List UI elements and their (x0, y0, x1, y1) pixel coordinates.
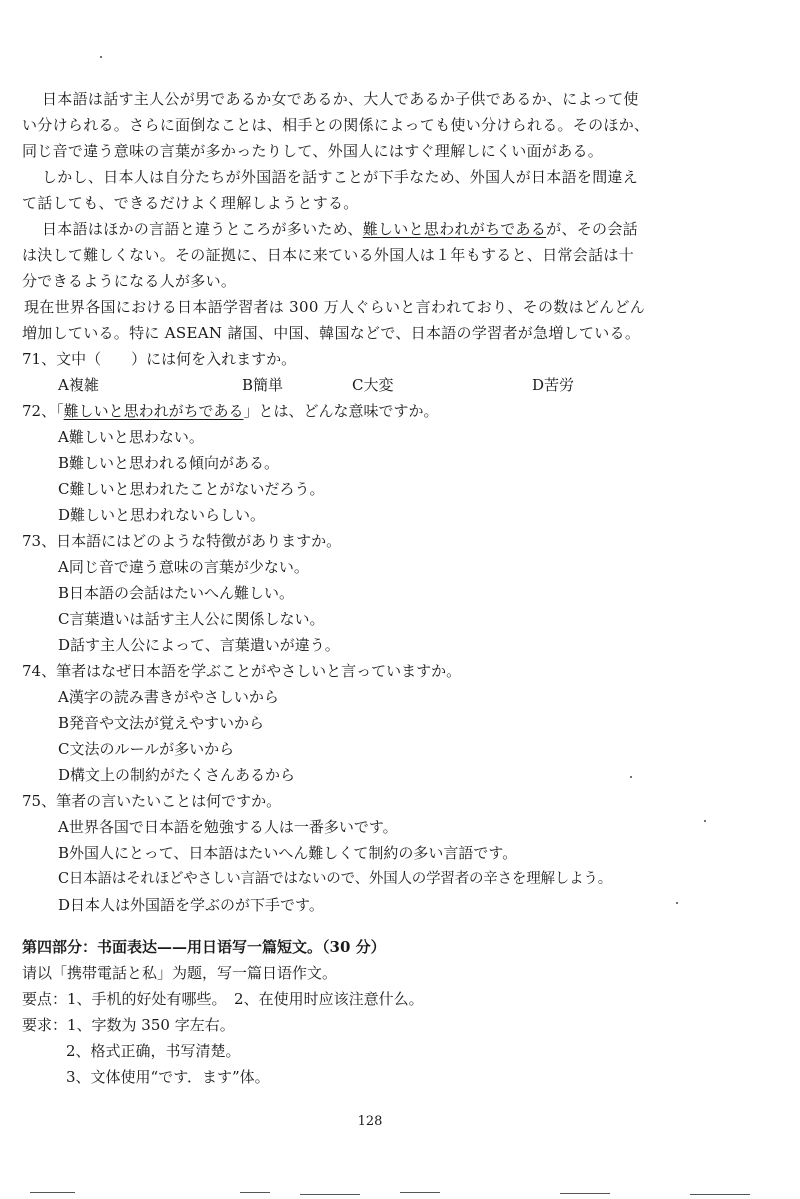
quote-open: 「 (56, 402, 64, 420)
passage-line: しかし、日本人は自分たちが外国語を話すことが下手なため、外国人が日本語を間違え (42, 168, 639, 186)
question-72-option-a: A難しいと思わない。 (58, 428, 204, 446)
passage-line: 現在世界各国における日本語学習者は 300 万人ぐらいと言われており、その数はどんどん (24, 298, 646, 316)
question-75-option-b: B外国人にとって、日本語はたいへん難しくて制約の多い言語です。 (58, 844, 518, 862)
scan-artifact (690, 1194, 750, 1195)
scan-artifact (30, 1192, 75, 1193)
question-75-option-d: D日本人は外国語を学ぶのが下手です。 (58, 896, 324, 914)
question-75-option-a: A世界各国で日本語を勉強する人は一番多いです。 (58, 818, 398, 836)
question-72-option-d: D難しいと思われないらしい。 (58, 506, 266, 524)
part4-prompt: 请以「携帯電話と私」为题，写一篇日语作文。 (22, 964, 338, 982)
passage-line: い分けられる。さらに面倒なことは、相手との関係によっても使い分けられる。そのほか、 (22, 116, 650, 134)
question-71-option-c: C大変 (352, 376, 394, 394)
scan-artifact (400, 1192, 440, 1193)
question-71-option-d: D苦労 (532, 376, 575, 394)
part4-requirement-1: 要求：1、字数为 350 字左右。 (22, 1016, 235, 1034)
question-73-option-d: D話す主人公によって、言葉遣いが違う。 (58, 636, 340, 654)
passage-paragraph-1 (22, 86, 782, 164)
passage-line: 同じ音で違う意味の言葉が多かったりして、外国人にはすぐ理解しにくい面がある。 (22, 142, 604, 160)
scan-speck (100, 56, 102, 58)
part4-title: 第四部分：书面表达——用日语写一篇短文。（30 分） (22, 938, 386, 956)
question-71-option-a: A複雑 (58, 376, 99, 394)
passage-paragraph-3 (22, 216, 782, 294)
scan-artifact (560, 1193, 610, 1194)
question-74-stem: 74、筆者はなぜ日本語を学ぶことがやさしいと言っていますか。 (22, 662, 462, 680)
question-74-option-a: A漢字の読み書きがやさしいから (58, 688, 279, 706)
part4-points: 要点：1、手机的好处有哪些。 2、在使用时应该注意什么。 (22, 990, 424, 1008)
passage-paragraph-4 (22, 294, 782, 346)
scan-speck (704, 820, 706, 822)
question-73-option-b: B日本語の会話はたいへん難しい。 (58, 584, 295, 602)
question-75-option-c: C日本語はそれほどやさしい言語ではないので、外国人の学習者の辛さを理解しよう。 (58, 871, 613, 887)
question-71-stem: 71、文中（ ）には何を入れますか。 (22, 350, 297, 368)
question-75-stem: 75、筆者の言いたいことは何ですか。 (22, 792, 282, 810)
question-72-option-c: C難しいと思われたことがないだろう。 (58, 480, 325, 498)
passage-line: て話しても、できるだけよく理解しようとする。 (22, 194, 359, 212)
question-73-option-a: A同じ音で違う意味の言葉が少ない。 (58, 558, 309, 576)
question-74-option-b: B発音や文法が覚えやすいから (58, 714, 265, 732)
question-71-choices (58, 372, 758, 398)
passage-line: 日本語は話す主人公が男であるか女であるか、大人であるか子供であるか、によって使 (42, 90, 639, 108)
passage-line: 分できるようになる人が多い。 (22, 272, 237, 290)
passage-text: 日本語はほかの言語と違うところが多いため、 (42, 220, 363, 238)
quote-close: 」とは、どんな意味ですか。 (243, 402, 439, 420)
question-74-option-c: C文法のルールが多いから (58, 740, 235, 758)
part4-requirement-2: 2、格式正确，书写清楚。 (66, 1042, 241, 1060)
underlined-phrase: 難しいと思われがちである (362, 220, 547, 238)
underlined-phrase: 難しいと思われがちである (63, 402, 244, 420)
passage-text: が、その会話 (546, 220, 638, 238)
scan-speck (676, 902, 678, 904)
question-73-stem: 73、日本語にはどのような特徴がありますか。 (22, 532, 342, 550)
page-number: 128 (357, 1114, 383, 1129)
question-71-option-b: B簡単 (242, 376, 284, 394)
passage-line: 増加している。特に ASEAN 諸国、中国、韓国などで、日本語の学習者が急増している。 (22, 324, 641, 342)
question-number: 72、 (22, 402, 57, 420)
scan-artifact (240, 1192, 270, 1193)
passage-paragraph-2 (22, 164, 782, 216)
question-73-option-c: C言葉遣いは話す主人公に関係しない。 (58, 610, 325, 628)
scan-speck (630, 776, 632, 778)
passage-line (22, 216, 782, 242)
question-72-stem (22, 398, 438, 424)
part4-requirement-3: 3、文体使用“です．ます”体。 (66, 1068, 270, 1086)
passage-line: は決して難しくない。その証拠に、日本に来ている外国人は１年もすると、日常会話は十 (22, 246, 635, 264)
scan-artifact (300, 1194, 360, 1195)
question-72-option-b: B難しいと思われる傾向がある。 (58, 454, 280, 472)
question-74-option-d: D構文上の制約がたくさんあるから (58, 766, 296, 784)
